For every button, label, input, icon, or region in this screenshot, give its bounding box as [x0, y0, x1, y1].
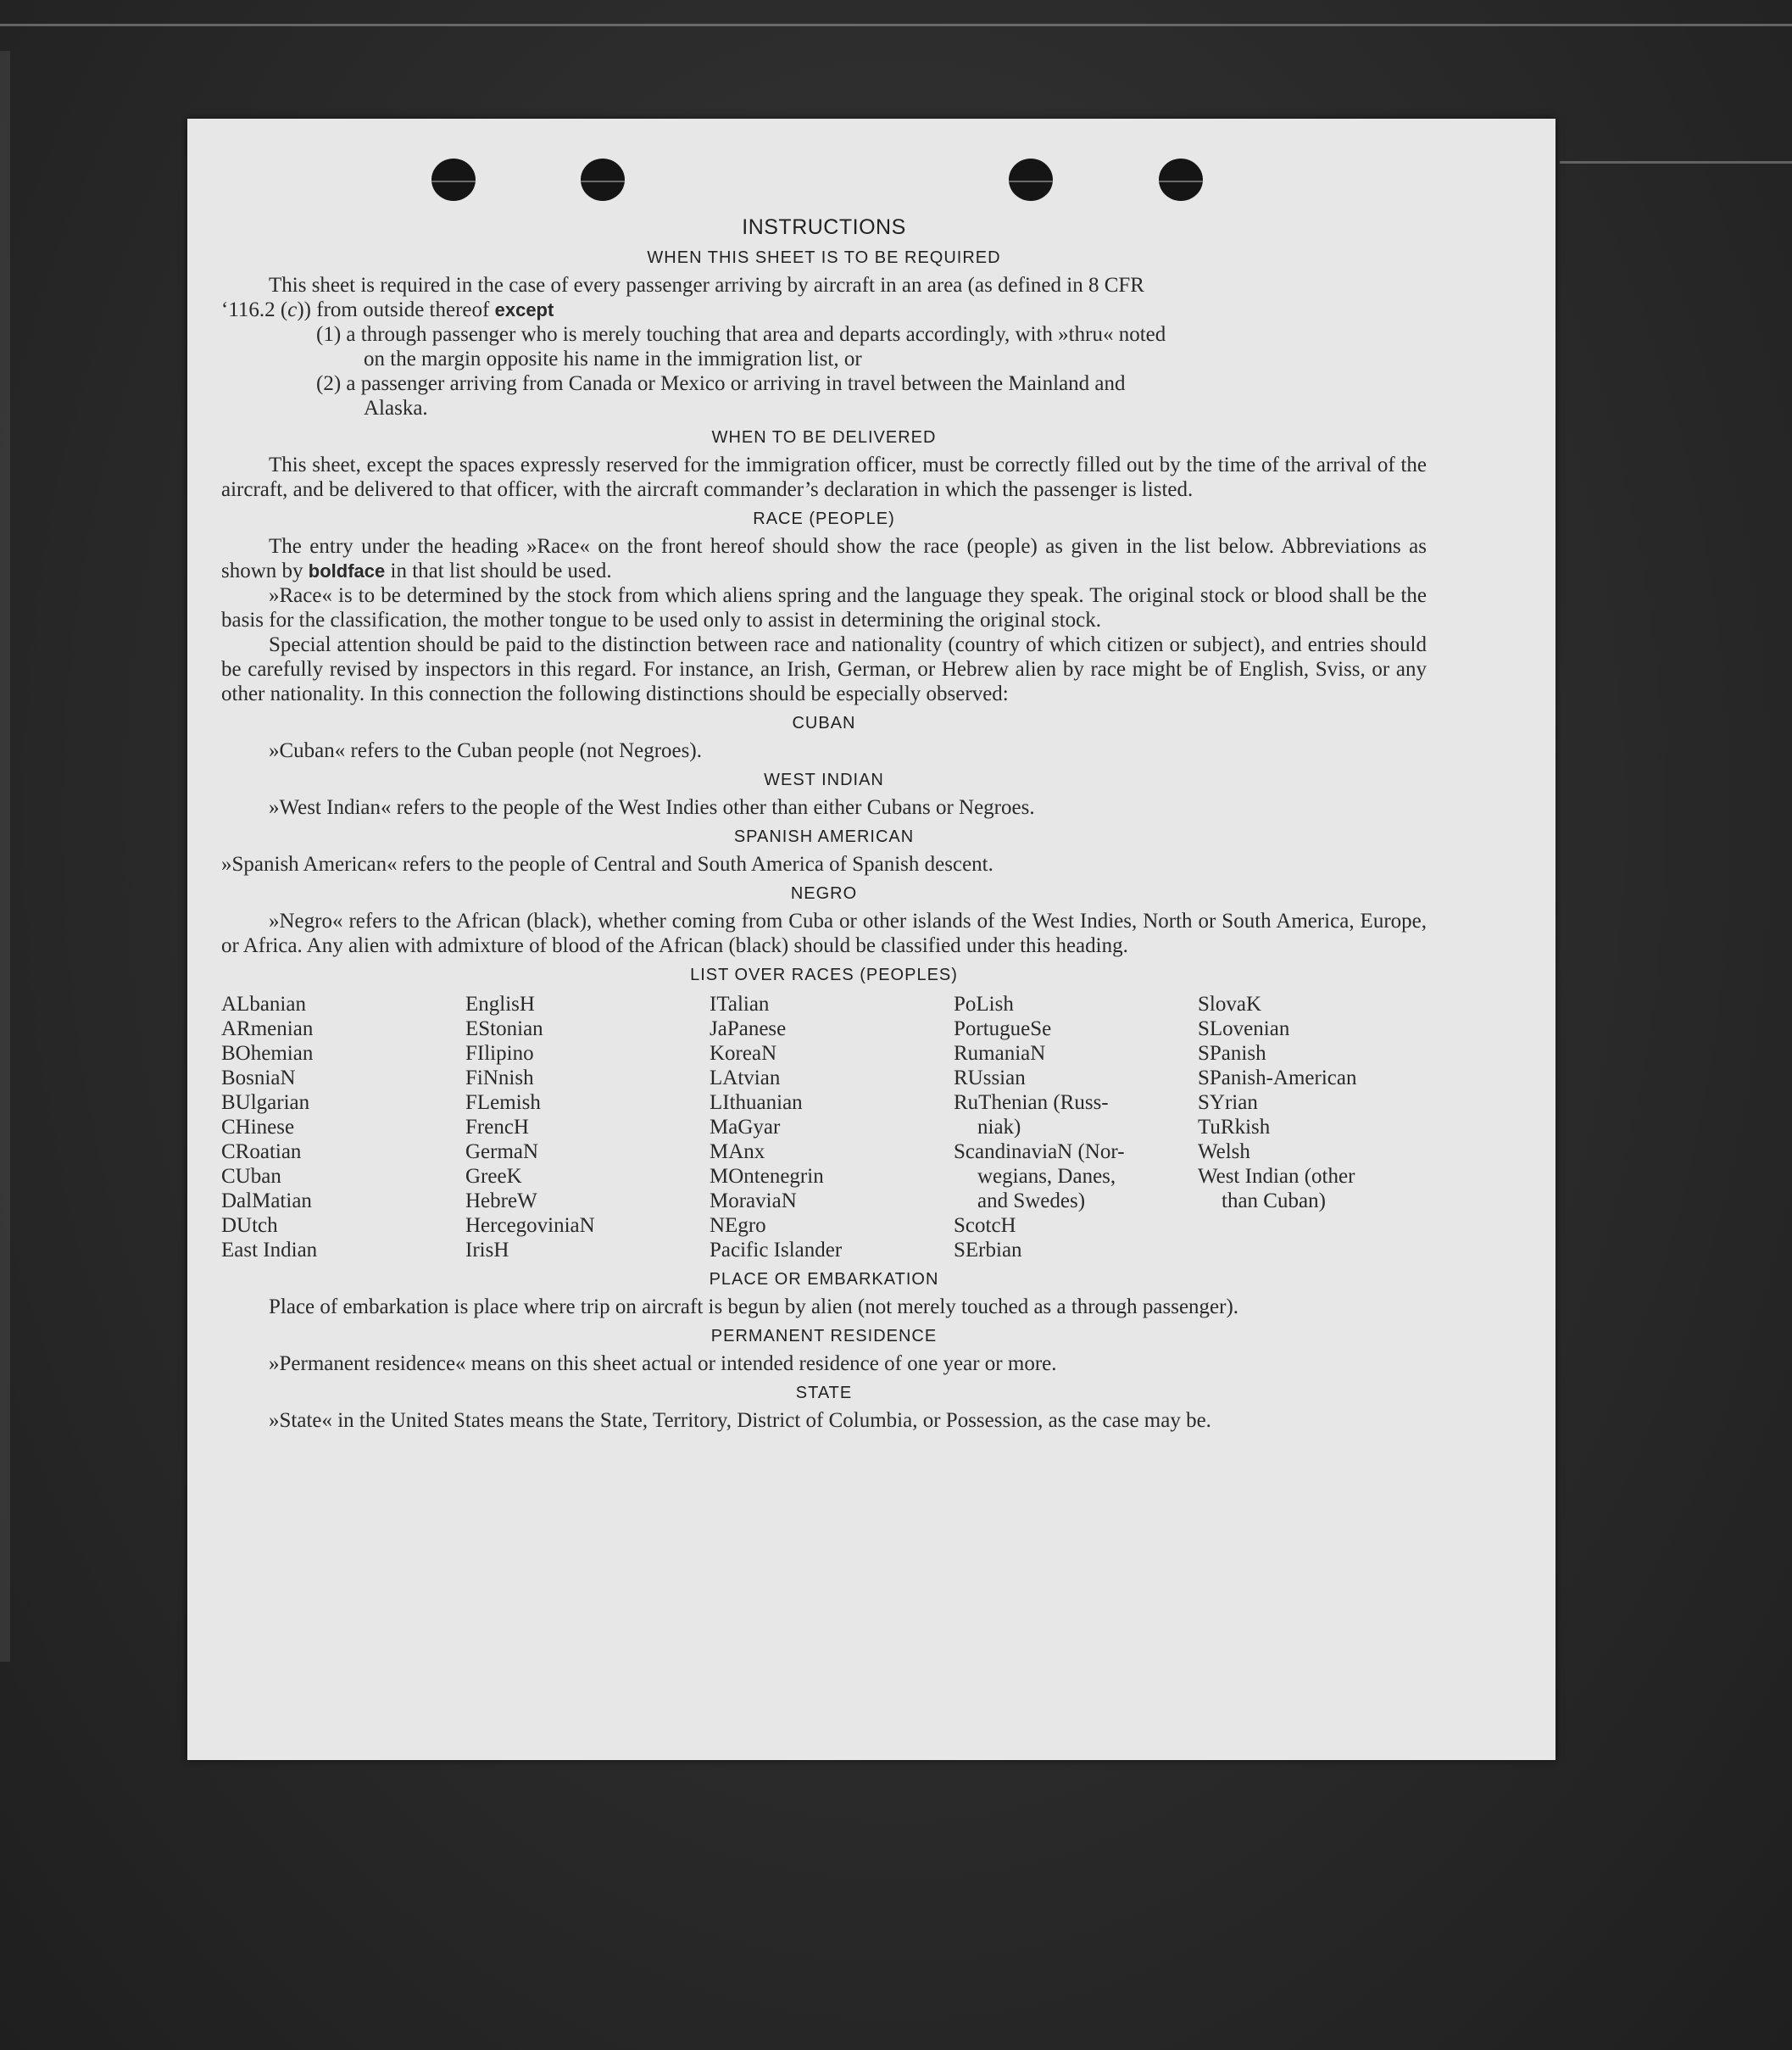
race-entry: ALbanian: [221, 993, 306, 1016]
section-heading: RACE (PEOPLE): [753, 510, 895, 528]
race-entry: PortugueSe: [954, 1017, 1052, 1040]
race-entry: Welsh: [1198, 1140, 1250, 1163]
race-entry: MAnx: [710, 1140, 765, 1163]
section-heading: CUBAN: [792, 714, 856, 733]
race-entry: ScotcH: [954, 1214, 1016, 1237]
section-heading: WEST INDIAN: [764, 771, 884, 789]
race-entry: RuThenian (Russ-: [954, 1091, 1109, 1114]
race-list-column: [1198, 992, 1427, 1262]
race-entry: Pacific Islander: [710, 1239, 843, 1262]
race-entry-continued: than Cuban): [1222, 1189, 1326, 1212]
race-entry-continued: niak): [977, 1116, 1021, 1139]
race-entry: GermaN: [465, 1140, 539, 1163]
race-entry: CRoatian: [221, 1140, 302, 1163]
race-entry: SYrian: [1198, 1091, 1258, 1114]
paragraph: This sheet, except the spaces expressly reserved for the immigration officer, must be correctly filled out by the time of the arrival of the aircraft, and be delivered to that officer, with the aircraft commander’s declaration in which the passenger is listed.: [221, 454, 1427, 501]
film-edge-strip: [0, 51, 10, 1662]
race-entry: KoreaN: [710, 1042, 777, 1065]
race-list-column: [465, 992, 710, 1262]
race-entry: DUtch: [221, 1214, 278, 1237]
section-heading: WHEN THIS SHEET IS TO BE REQUIRED: [647, 248, 1001, 267]
paragraph: The entry under the heading »Race« on the front hereof should show the race (people) as given in the list below. Abbreviations as shown by boldface in that list should be used.: [221, 535, 1427, 582]
race-entry: ARmenian: [221, 1017, 314, 1040]
paragraph: »West Indian« refers to the people of the West Indies other than either Cubans or Negroes.: [269, 796, 1035, 819]
paragraph: »Spanish American« refers to the people of Central and South America of Spanish descent.: [221, 853, 993, 876]
race-entry: HercegoviniaN: [465, 1214, 595, 1237]
race-list-column: [710, 992, 954, 1262]
race-entry: NEgro: [710, 1214, 766, 1237]
race-entry: East Indian: [221, 1239, 318, 1262]
race-entry: MaGyar: [710, 1116, 781, 1139]
paragraph: »Race« is to be determined by the stock from which aliens spring and the language they speak. The original stock or blood shall be the basis for the classification, the mother tongue to be used only to assist in determining the original stock.: [221, 584, 1427, 632]
paragraph: »State« in the United States means the State, Territory, District of Columbia, or Possession, as the case may be.: [269, 1409, 1211, 1432]
race-list-column: [954, 992, 1198, 1262]
list-item: (2) a passenger arriving from Canada or Mexico or arriving in travel between the Mainland and Alaska.: [316, 372, 1126, 420]
race-entry: CHinese: [221, 1116, 295, 1139]
race-entry: SPanish-American: [1198, 1067, 1357, 1089]
section-heading: WHEN TO BE DELIVERED: [711, 428, 937, 447]
race-entry: RumaniaN: [954, 1042, 1046, 1065]
race-entry: BOhemian: [221, 1042, 314, 1065]
film-edge-line: [0, 24, 1792, 26]
film-edge-line: [1560, 161, 1792, 164]
section-heading: NEGRO: [790, 884, 858, 903]
punch-hole: [581, 159, 625, 201]
race-list: [221, 992, 1427, 1262]
race-entry: GreeK: [465, 1165, 522, 1188]
punch-hole: [431, 159, 476, 201]
paragraph: This sheet is required in the case of every passenger arriving by aircraft in an area (as defined in 8 CFR: [269, 274, 1144, 297]
instructions-content: [221, 214, 1427, 1433]
race-entry: JaPanese: [710, 1017, 787, 1040]
race-entry: PoLish: [954, 993, 1014, 1016]
race-entry: CUban: [221, 1165, 281, 1188]
race-entry: EStonian: [465, 1017, 543, 1040]
race-entry: EnglisH: [465, 993, 535, 1016]
paragraph: »Cuban« refers to the Cuban people (not Negroes).: [269, 739, 702, 762]
race-entry: LAtvian: [710, 1067, 781, 1089]
race-entry: LIthuanian: [710, 1091, 803, 1114]
paragraph: »Permanent residence« means on this sheet actual or intended residence of one year or more.: [269, 1352, 1057, 1375]
race-entry: DalMatian: [221, 1189, 312, 1212]
race-entry: RUssian: [954, 1067, 1026, 1089]
paragraph: Place of embarkation is place where trip on aircraft is begun by alien (not merely touched as a through passenger).: [269, 1295, 1239, 1318]
race-entry: West Indian (other: [1198, 1165, 1355, 1188]
list-item: (1) a through passenger who is merely touching that area and departs accordingly, with »thru« noted on the margin opposite his name in the immigration list, or: [316, 323, 1166, 370]
paragraph: ‘116.2 (c)) from outside thereof except: [221, 298, 554, 321]
punch-hole: [1159, 159, 1203, 201]
paragraph: Special attention should be paid to the distinction between race and nationality (country of which citizen or subject), and entries should be carefully revised by inspectors in this regard. For instance, an Irish, German, or Hebrew alien by race might be of English, Sviss, or any other nationality. In this connection the following distinctions should be especially observed:: [221, 633, 1427, 705]
section-heading: PERMANENT RESIDENCE: [710, 1327, 938, 1345]
document-page: [187, 119, 1555, 1760]
race-entry: BUlgarian: [221, 1091, 310, 1114]
race-entry: IrisH: [465, 1239, 509, 1262]
section-heading: PLACE OR EMBARKATION: [709, 1270, 939, 1289]
race-entry: ScandinaviaN (Nor-: [954, 1140, 1125, 1163]
race-list-column: [221, 992, 465, 1262]
race-entry: FiNnish: [465, 1067, 534, 1089]
race-entry: SPanish: [1198, 1042, 1266, 1065]
race-entry: MOntenegrin: [710, 1165, 824, 1188]
race-entry: SLovenian: [1198, 1017, 1290, 1040]
race-entry: FIlipino: [465, 1042, 534, 1065]
race-entry-continued: and Swedes): [977, 1189, 1086, 1212]
paragraph: »Negro« refers to the African (black), whether coming from Cuba or other islands of the West Indies, North or South America, Europe, or Africa. Any alien with admixture of blood of the African (black) should be classified under this heading.: [221, 910, 1427, 957]
section-heading: SPANISH AMERICAN: [733, 827, 915, 846]
race-entry: SlovaK: [1198, 993, 1261, 1016]
section-heading: STATE: [795, 1384, 853, 1402]
race-entry: FrencH: [465, 1116, 529, 1139]
race-entry: TuRkish: [1198, 1116, 1271, 1139]
race-entry: ITalian: [710, 993, 770, 1016]
race-entry-continued: wegians, Danes,: [977, 1165, 1116, 1188]
race-entry: FLemish: [465, 1091, 541, 1114]
punch-hole: [1009, 159, 1053, 201]
race-entry: SErbian: [954, 1239, 1022, 1262]
race-entry: HebreW: [465, 1189, 537, 1212]
section-heading: LIST OVER RACES (PEOPLES): [690, 966, 958, 984]
race-entry: BosniaN: [221, 1067, 296, 1089]
race-entry: MoraviaN: [710, 1189, 797, 1212]
page-title: INSTRUCTIONS: [742, 215, 906, 239]
